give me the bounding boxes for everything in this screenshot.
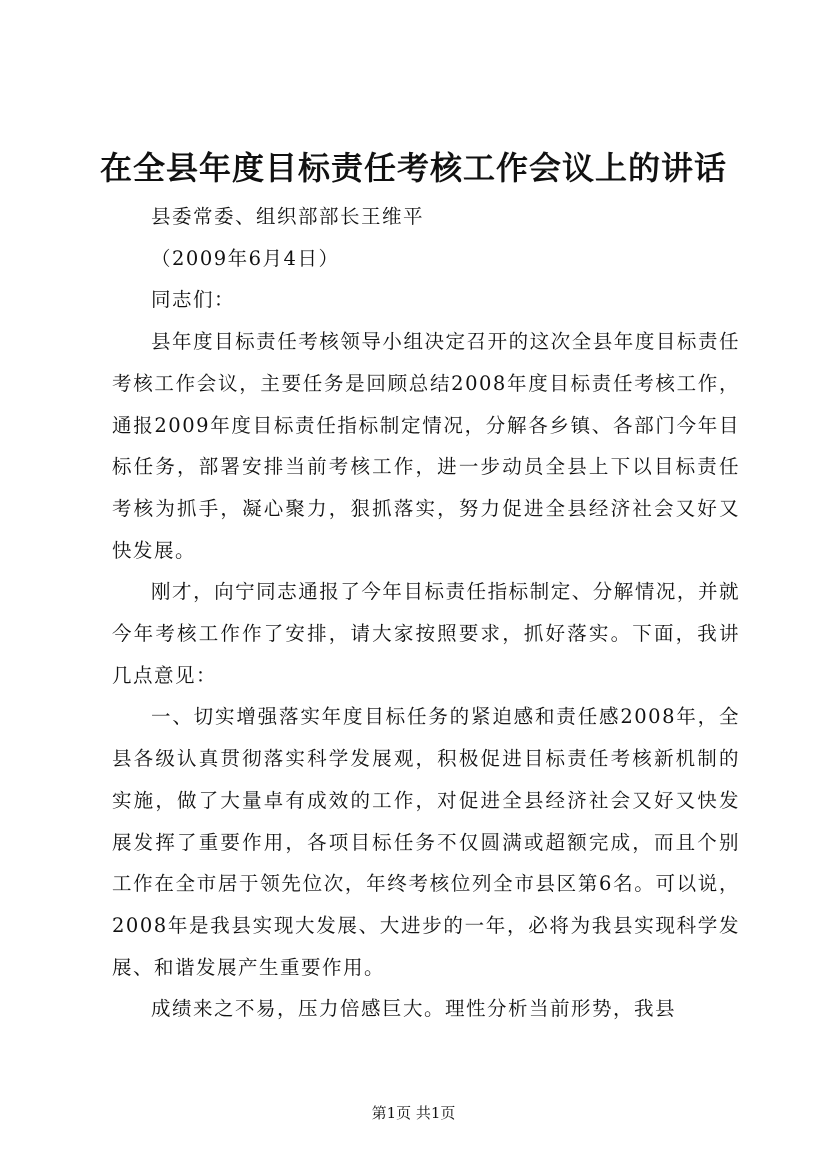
speaker-line: 县委常委、组织部部长王维平	[151, 205, 425, 228]
paragraph-3: 一、切实增强落实年度目标任务的紧迫感和责任感2008年，全县各级认真贯彻落实科学发展观，积极促进目标责任考核新机制的实施，做了大量卓有成效的工作，对促进全县经济社会又好又快发展发挥了重要作用，各项目标任务不仅圆满或超额完成，而且个别工作在全市居于领先位次，年终考核位列全市县区第6名。可以说，2008年是我县实现大发展、大进步的一年，必将为我县实现科学发展、和谐发展产生重要作用。	[112, 705, 740, 979]
paragraph-1: 县年度目标责任考核领导小组决定召开的这次全县年度目标责任考核工作会议，主要任务是回顾总结2008年度目标责任考核工作，通报2009年度目标责任指标制定情况，分解各乡镇、各部门今年目标任务，部署安排当前考核工作，进一步动员全县上下以目标责任考核为抓手，凝心聚力，狠抓落实，努力促进全县经济社会又好又快发展。	[112, 330, 740, 562]
date-line: （2009年6月4日）	[151, 246, 340, 270]
document-body	[112, 196, 740, 1030]
paragraph-2: 刚才，向宁同志通报了今年目标责任指标制定、分解情况，并就今年考核工作作了安排，请大家按照要求，抓好落实。下面，我讲几点意见：	[112, 580, 740, 687]
salutation: 同志们：	[151, 288, 236, 312]
paragraph-4: 成绩来之不易，压力倍感巨大。理性分析当前形势，我县	[151, 997, 677, 1021]
page-footer: 第1页 共1页	[371, 1104, 456, 1122]
document-title: 在全县年度目标责任考核工作会议上的讲话	[99, 149, 727, 187]
